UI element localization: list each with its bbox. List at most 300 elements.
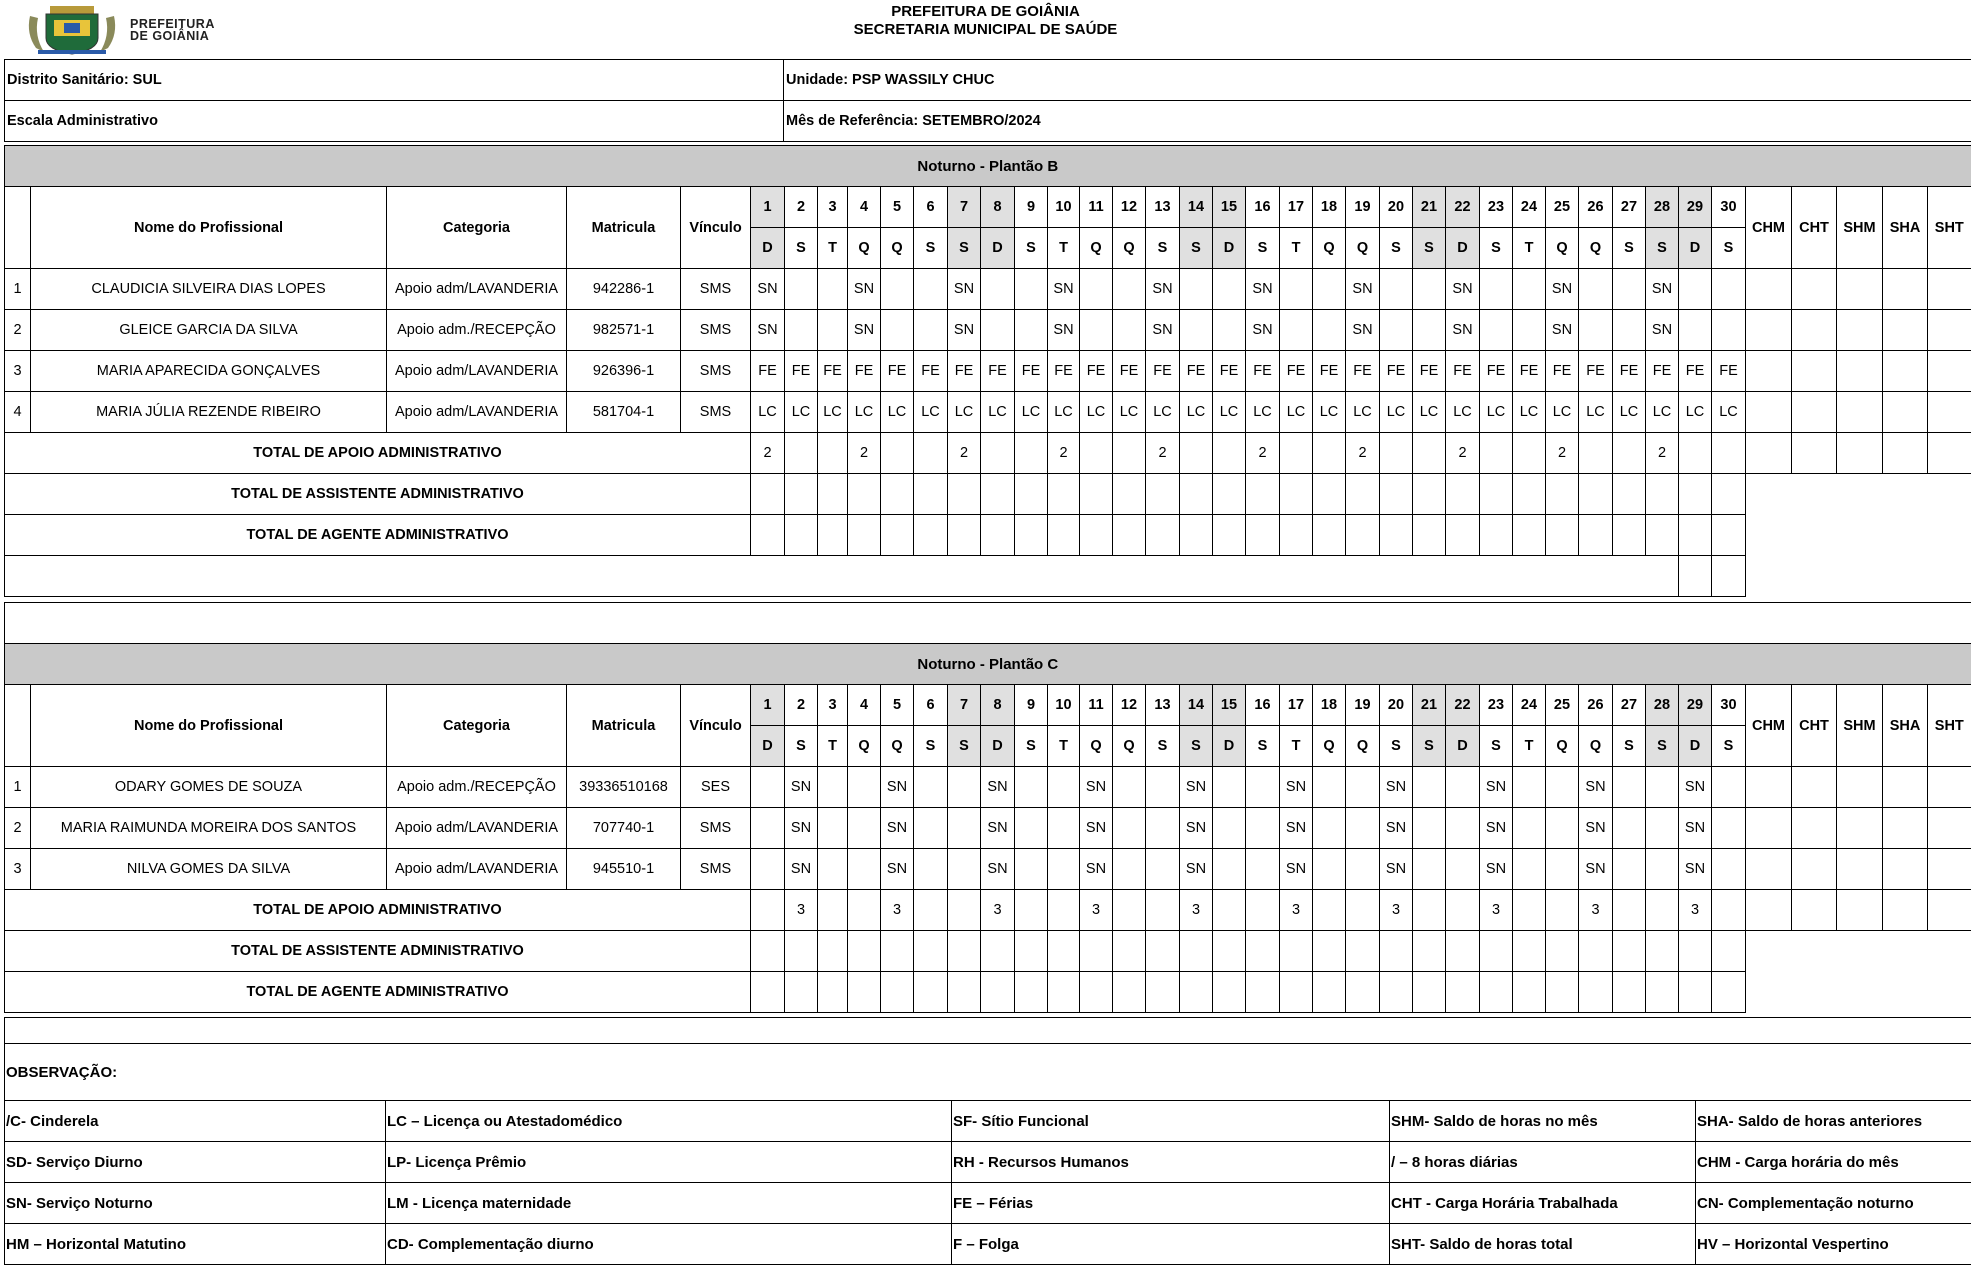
shift-cell: SN (1446, 269, 1480, 310)
total-cell (1646, 972, 1679, 1013)
total-cell (1579, 515, 1613, 556)
shift-cell: FE (1679, 351, 1712, 392)
shift-cell: SN (1380, 808, 1413, 849)
day-header: 21 (1413, 187, 1446, 228)
total-cell: 3 (1679, 890, 1712, 931)
total-cell (1613, 972, 1646, 1013)
empty-area (1746, 474, 1971, 515)
weekday-header: S (1015, 228, 1048, 269)
shift-cell (914, 767, 948, 808)
staff-name: ODARY GOMES DE SOUZA (31, 767, 387, 808)
shift-cell: LC (751, 392, 785, 433)
legend-entry: CN- Complementação noturno (1696, 1183, 1971, 1224)
total-cell (1712, 890, 1746, 931)
total-cell (1346, 474, 1380, 515)
total-cell: 3 (1579, 890, 1613, 931)
weekday-header: D (981, 228, 1015, 269)
day-header: 13 (1146, 685, 1180, 726)
legend-entry: LC – Licença ou Atestadomédico (386, 1101, 952, 1142)
total-cell (1180, 433, 1213, 474)
shift-cell: LC (1613, 392, 1646, 433)
weekday-header: Q (881, 726, 914, 767)
total-cell (914, 890, 948, 931)
day-header: 30 (1712, 685, 1746, 726)
weekday-header: S (1015, 726, 1048, 767)
shift-cell: LC (914, 392, 948, 433)
shift-cell: SN (1048, 310, 1080, 351)
shift-cell: SN (1380, 849, 1413, 890)
shift-cell: FE (1180, 351, 1213, 392)
legend-entry: SHA- Saldo de horas anteriores (1696, 1101, 1971, 1142)
total-row (5, 890, 1971, 931)
shift-cell (1113, 310, 1146, 351)
total-cell (1513, 433, 1546, 474)
weekday-header: S (1246, 228, 1280, 269)
total-cell (1015, 433, 1048, 474)
total-cell (1712, 474, 1746, 515)
shift-cell (1313, 808, 1346, 849)
total-cell (1346, 515, 1380, 556)
legend-entry: SHM- Saldo de horas no mês (1390, 1101, 1696, 1142)
shift-cell (981, 269, 1015, 310)
total-cell (785, 515, 818, 556)
shift-cell (1246, 808, 1280, 849)
shift-cell: FE (1048, 351, 1080, 392)
total-cell (948, 931, 981, 972)
summary-cell (1792, 849, 1837, 890)
day-header: 20 (1380, 187, 1413, 228)
weekday-header: S (1180, 228, 1213, 269)
shift-cell: LC (1180, 392, 1213, 433)
day-header: 9 (1015, 187, 1048, 228)
weekday-header: S (1480, 726, 1513, 767)
weekday-header: D (1446, 228, 1480, 269)
shift-cell: FE (1080, 351, 1113, 392)
shift-cell: FE (1712, 351, 1746, 392)
total-cell (1613, 890, 1646, 931)
row-number: 2 (5, 808, 31, 849)
shift-cell: SN (1180, 767, 1213, 808)
total-cell (1113, 890, 1146, 931)
shift-cell (818, 808, 848, 849)
shift-cell (1413, 310, 1446, 351)
staff-matricula: 945510-1 (567, 849, 681, 890)
total-cell (1015, 972, 1048, 1013)
total-cell (1380, 433, 1413, 474)
shift-cell (1712, 310, 1746, 351)
shift-cell: LC (818, 392, 848, 433)
day-header: 28 (1646, 187, 1679, 228)
total-cell (751, 474, 785, 515)
staff-category: Apoio adm./RECEPÇÃO (387, 767, 567, 808)
shift-cell: FE (881, 351, 914, 392)
total-cell (751, 931, 785, 972)
staff-category: Apoio adm/LAVANDERIA (387, 808, 567, 849)
total-cell (914, 474, 948, 515)
section-spacer (4, 602, 1971, 644)
summary-cell (1928, 890, 1971, 931)
shift-cell: SN (1146, 310, 1180, 351)
day-header: 23 (1480, 187, 1513, 228)
column-header-matricula: Matricula (567, 685, 681, 767)
shift-cell (1213, 849, 1246, 890)
total-cell (914, 972, 948, 1013)
total-cell: 2 (1146, 433, 1180, 474)
shift-cell (1480, 269, 1513, 310)
day-header: 7 (948, 685, 981, 726)
weekday-header: Q (1080, 726, 1113, 767)
shift-cell: SN (1146, 269, 1180, 310)
summary-cell (1928, 767, 1971, 808)
day-header: 24 (1513, 685, 1546, 726)
shift-cell: SN (1080, 849, 1113, 890)
total-cell (1313, 515, 1346, 556)
shift-cell: SN (1180, 808, 1213, 849)
total-cell (848, 931, 881, 972)
shift-cell: SN (1246, 269, 1280, 310)
weekday-header: D (1446, 726, 1480, 767)
weekday-header: S (1380, 726, 1413, 767)
shift-cell (1613, 808, 1646, 849)
total-cell (1712, 515, 1746, 556)
total-cell (1413, 433, 1446, 474)
total-cell (1280, 474, 1313, 515)
shift-cell: SN (881, 849, 914, 890)
shift-cell (1213, 808, 1246, 849)
staff-matricula: 581704-1 (567, 392, 681, 433)
summary-header: SHM (1837, 685, 1883, 767)
staff-row (5, 269, 1971, 310)
shift-cell: LC (948, 392, 981, 433)
weekday-header: D (1679, 726, 1712, 767)
summary-cell (1792, 310, 1837, 351)
legend-entry: F – Folga (952, 1224, 1390, 1265)
day-header: 19 (1346, 187, 1380, 228)
shift-cell (1513, 310, 1546, 351)
total-cell (1579, 433, 1613, 474)
shift-cell (1313, 269, 1346, 310)
total-cell (1513, 515, 1546, 556)
total-cell (1646, 515, 1679, 556)
total-cell (751, 890, 785, 931)
shift-cell (1280, 269, 1313, 310)
shift-cell (1346, 808, 1380, 849)
day-header: 10 (1048, 187, 1080, 228)
shift-cell: LC (881, 392, 914, 433)
total-label: TOTAL DE APOIO ADMINISTRATIVO (5, 433, 751, 474)
row-number: 1 (5, 269, 31, 310)
total-cell (981, 515, 1015, 556)
escala: Escala Administrativo (5, 101, 784, 142)
total-cell (1213, 931, 1246, 972)
staff-name: CLAUDICIA SILVEIRA DIAS LOPES (31, 269, 387, 310)
total-cell (1646, 890, 1679, 931)
total-cell (848, 515, 881, 556)
empty-area (1746, 931, 1971, 972)
shift-cell: SN (848, 310, 881, 351)
total-label: TOTAL DE ASSISTENTE ADMINISTRATIVO (5, 474, 751, 515)
total-cell: 2 (1646, 433, 1679, 474)
day-header: 27 (1613, 685, 1646, 726)
day-header: 11 (1080, 685, 1113, 726)
total-cell (1613, 931, 1646, 972)
total-cell (1015, 931, 1048, 972)
schedule-table (4, 145, 1971, 597)
weekday-header: D (751, 726, 785, 767)
total-cell: 3 (1080, 890, 1113, 931)
staff-vinculo: SMS (681, 269, 751, 310)
weekday-header: Q (1313, 228, 1346, 269)
shift-cell (1446, 767, 1480, 808)
total-cell: 3 (981, 890, 1015, 931)
total-cell (948, 890, 981, 931)
summary-header: SHA (1883, 685, 1928, 767)
total-label: TOTAL DE APOIO ADMINISTRATIVO (5, 890, 751, 931)
summary-cell (1746, 849, 1792, 890)
weekday-header: S (785, 726, 818, 767)
weekday-header: Q (1113, 726, 1146, 767)
total-cell (1313, 931, 1346, 972)
total-cell (1380, 972, 1413, 1013)
total-cell (1313, 972, 1346, 1013)
shift-cell (848, 767, 881, 808)
shift-cell (1015, 767, 1048, 808)
shift-cell: FE (1015, 351, 1048, 392)
legend-entry: CHT - Carga Horária Trabalhada (1390, 1183, 1696, 1224)
shift-cell: SN (1446, 310, 1480, 351)
shift-cell: SN (1280, 849, 1313, 890)
weekday-header: Q (1546, 228, 1579, 269)
summary-cell (1837, 849, 1883, 890)
total-cell (1480, 931, 1513, 972)
total-cell (1346, 890, 1380, 931)
total-cell (1446, 515, 1480, 556)
shift-cell (981, 310, 1015, 351)
total-cell (881, 972, 914, 1013)
shift-cell: LC (1146, 392, 1180, 433)
staff-matricula: 39336510168 (567, 767, 681, 808)
total-cell (1546, 474, 1579, 515)
day-header: 4 (848, 187, 881, 228)
summary-cell (1792, 808, 1837, 849)
total-cell (1679, 433, 1712, 474)
day-header: 17 (1280, 685, 1313, 726)
day-header: 19 (1346, 685, 1380, 726)
blank-cell (5, 556, 1679, 597)
total-cell (948, 515, 981, 556)
observacao-title: OBSERVAÇÃO: (5, 1044, 1971, 1101)
empty-area (1746, 556, 1971, 597)
summary-cell (1883, 849, 1928, 890)
shift-cell (1313, 767, 1346, 808)
shift-cell: LC (1546, 392, 1579, 433)
weekday-header: D (1679, 228, 1712, 269)
summary-cell (1883, 310, 1928, 351)
shift-cell (785, 269, 818, 310)
total-cell (1513, 931, 1546, 972)
legend-table (4, 1043, 1971, 1265)
section-title: Noturno - Plantão B (5, 146, 1971, 187)
summary-cell (1837, 269, 1883, 310)
total-cell (1480, 515, 1513, 556)
shift-cell: FE (1280, 351, 1313, 392)
weekday-header: D (1213, 726, 1246, 767)
shift-cell (1646, 767, 1679, 808)
shift-cell: SN (1280, 767, 1313, 808)
summary-cell (1883, 808, 1928, 849)
total-cell (1146, 931, 1180, 972)
legend-entry: HV – Horizontal Vespertino (1696, 1224, 1971, 1265)
shift-cell (751, 849, 785, 890)
day-header: 6 (914, 187, 948, 228)
shift-cell (1546, 767, 1579, 808)
summary-header: CHM (1746, 685, 1792, 767)
total-cell (1015, 474, 1048, 515)
staff-row (5, 392, 1971, 433)
total-cell (1313, 433, 1346, 474)
day-header: 27 (1613, 187, 1646, 228)
day-header: 21 (1413, 685, 1446, 726)
total-cell (848, 890, 881, 931)
column-header-vinculo: Vínculo (681, 685, 751, 767)
weekday-header: Q (1113, 228, 1146, 269)
weekday-header: Q (1080, 228, 1113, 269)
shift-cell (785, 310, 818, 351)
shift-cell: SN (1246, 310, 1280, 351)
shift-cell (1579, 310, 1613, 351)
shift-cell: SN (948, 269, 981, 310)
shift-cell: SN (751, 269, 785, 310)
legend-row (5, 1183, 1971, 1224)
summary-cell (1746, 310, 1792, 351)
column-header-categoria: Categoria (387, 187, 567, 269)
total-cell (1080, 433, 1113, 474)
row-number: 2 (5, 310, 31, 351)
total-cell (818, 474, 848, 515)
total-cell (881, 474, 914, 515)
shift-cell: SN (1180, 849, 1213, 890)
weekday-header: Q (1579, 228, 1613, 269)
shift-cell (1413, 767, 1446, 808)
weekday-header: S (1246, 726, 1280, 767)
total-cell: 2 (1048, 433, 1080, 474)
shift-cell: LC (1313, 392, 1346, 433)
shift-cell: FE (1146, 351, 1180, 392)
weekday-header: S (1646, 726, 1679, 767)
total-cell (1413, 515, 1446, 556)
total-cell (1280, 515, 1313, 556)
total-cell (1246, 931, 1280, 972)
shift-cell: SN (1579, 808, 1613, 849)
total-row (5, 515, 1971, 556)
weekday-header: T (818, 726, 848, 767)
summary-cell (1928, 808, 1971, 849)
shift-cell: SN (1546, 269, 1579, 310)
day-header: 24 (1513, 187, 1546, 228)
summary-cell (1792, 351, 1837, 392)
weekday-header: Q (1346, 726, 1380, 767)
shift-cell: FE (751, 351, 785, 392)
staff-vinculo: SMS (681, 849, 751, 890)
total-cell (881, 931, 914, 972)
shift-cell (818, 310, 848, 351)
blank-cell (1679, 556, 1712, 597)
weekday-header: Q (881, 228, 914, 269)
staff-name: MARIA RAIMUNDA MOREIRA DOS SANTOS (31, 808, 387, 849)
staff-matricula: 926396-1 (567, 351, 681, 392)
legend-row (5, 1101, 1971, 1142)
summary-cell (1928, 433, 1971, 474)
total-cell (818, 515, 848, 556)
weekday-header: Q (1546, 726, 1579, 767)
staff-category: Apoio adm/LAVANDERIA (387, 269, 567, 310)
shift-cell (1646, 808, 1679, 849)
legend-entry: RH - Recursos Humanos (952, 1142, 1390, 1183)
weekday-header: D (751, 228, 785, 269)
empty-area (1746, 972, 1971, 1013)
row-number: 3 (5, 351, 31, 392)
weekday-header: S (914, 228, 948, 269)
legend-entry: CD- Complementação diurno (386, 1224, 952, 1265)
total-cell (1480, 972, 1513, 1013)
shift-cell (1048, 808, 1080, 849)
total-cell: 3 (1180, 890, 1213, 931)
day-header: 18 (1313, 187, 1346, 228)
total-cell (1146, 515, 1180, 556)
total-cell (1146, 972, 1180, 1013)
day-header: 15 (1213, 187, 1246, 228)
shift-cell (914, 849, 948, 890)
shift-cell: FE (948, 351, 981, 392)
shift-cell: FE (848, 351, 881, 392)
blank-cell (1712, 556, 1746, 597)
shift-cell: LC (1346, 392, 1380, 433)
summary-cell (1746, 269, 1792, 310)
shift-cell: LC (1446, 392, 1480, 433)
total-cell (914, 515, 948, 556)
total-cell (1280, 931, 1313, 972)
shift-cell: SN (1346, 310, 1380, 351)
total-cell (818, 972, 848, 1013)
staff-vinculo: SMS (681, 808, 751, 849)
shift-cell: SN (981, 808, 1015, 849)
day-header: 11 (1080, 187, 1113, 228)
shift-cell: LC (1679, 392, 1712, 433)
total-row (5, 931, 1971, 972)
staff-name: NILVA GOMES DA SILVA (31, 849, 387, 890)
shift-cell (881, 269, 914, 310)
total-cell (981, 931, 1015, 972)
day-header: 10 (1048, 685, 1080, 726)
shift-cell (1080, 269, 1113, 310)
shift-cell (1015, 269, 1048, 310)
row-number-header (5, 685, 31, 767)
total-cell (1015, 515, 1048, 556)
shift-cell (1213, 269, 1246, 310)
distrito-sanitario: Distrito Sanitário: SUL (5, 60, 784, 101)
shift-cell: SN (1480, 849, 1513, 890)
total-cell (1213, 515, 1246, 556)
column-header-matricula: Matricula (567, 187, 681, 269)
summary-cell (1792, 767, 1837, 808)
shift-cell (1246, 849, 1280, 890)
shift-cell: SN (1546, 310, 1579, 351)
total-cell (981, 474, 1015, 515)
shift-cell: SN (1480, 767, 1513, 808)
shift-cell (1513, 808, 1546, 849)
legend-entry: SN- Serviço Noturno (5, 1183, 386, 1224)
total-cell (785, 474, 818, 515)
